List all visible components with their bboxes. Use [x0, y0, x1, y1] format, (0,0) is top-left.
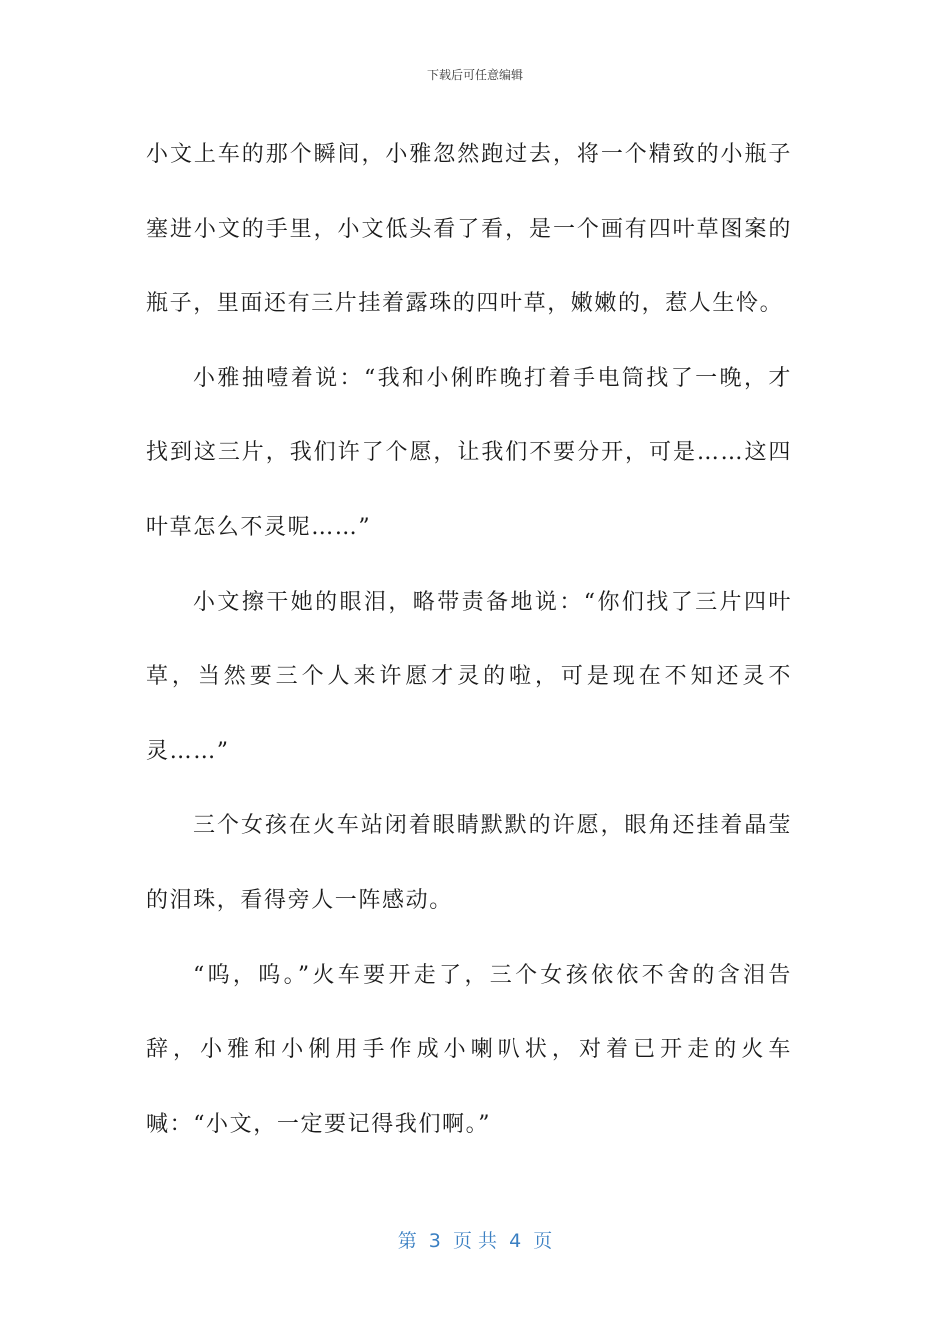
page-header: 下载后可任意编辑	[426, 68, 523, 82]
paragraph-5: “呜，呜。”火车要开走了，三个女孩依依不舍的含泪告辞，小雅和小俐用手作成小喇叭状，对着已开走的火车喊：“小文，一定要记得我们啊。”	[146, 962, 792, 1137]
paragraph-1: 小文上车的那个瞬间，小雅忽然跑过去，将一个精致的小瓶子塞进小文的手里，小文低头看了看，是一个画有四叶草图案的瓶子，里面还有三片挂着露珠的四叶草，嫩嫩的，惹人生怜。	[146, 142, 792, 317]
page-number-text: 第 3 页 共 4 页	[397, 1230, 553, 1252]
page-number-footer	[0, 1226, 950, 1253]
document-body	[146, 118, 792, 1162]
paragraph-2: 小雅抽噎着说：“我和小俐昨晚打着手电筒找了一晚，才找到这三片，我们许了个愿，让我们不要分开，可是……这四叶草怎么不灵呢……”	[146, 365, 792, 540]
paragraph-3: 小文擦干她的眼泪，略带责备地说：“你们找了三片四叶草，当然要三个人来许愿才灵的啦，可是现在不知还灵不灵……”	[146, 589, 792, 764]
paragraph-4: 三个女孩在火车站闭着眼睛默默的许愿，眼角还挂着晶莹的泪珠，看得旁人一阵感动。	[146, 813, 792, 913]
